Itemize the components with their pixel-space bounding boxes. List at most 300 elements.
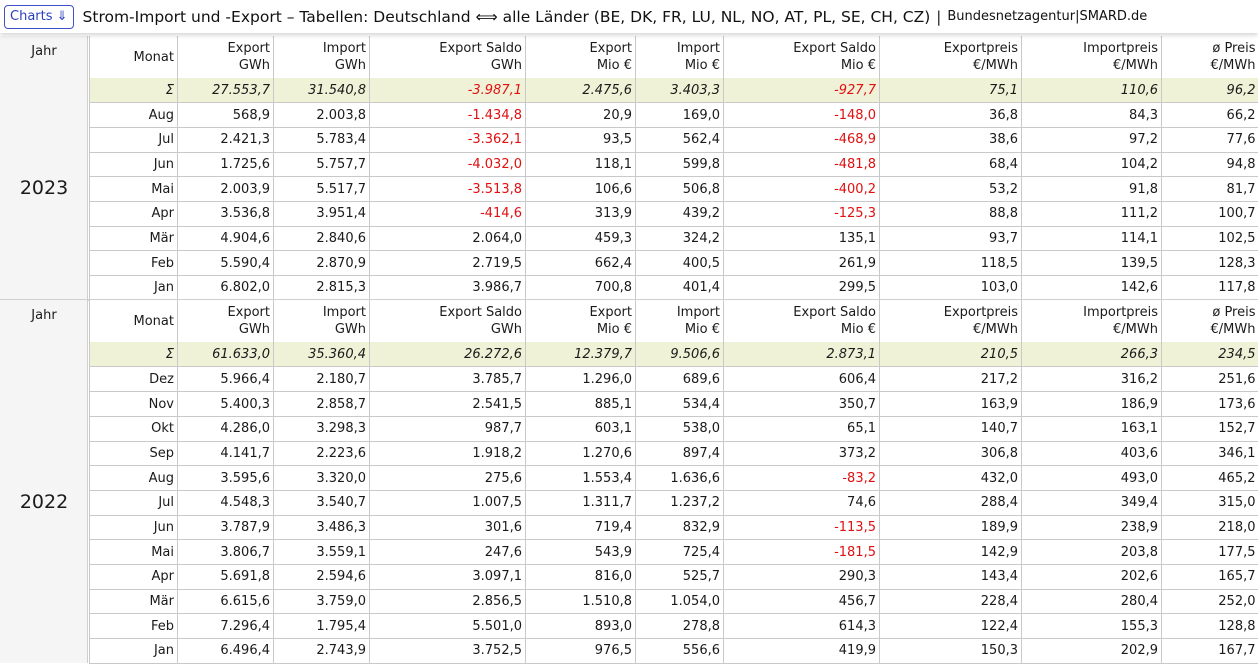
table-row <box>90 639 1258 664</box>
value-cell: 1.311,7 <box>526 490 636 515</box>
value-cell: 568,9 <box>178 103 274 128</box>
column-header <box>370 36 526 78</box>
value-cell: 1.296,0 <box>526 367 636 392</box>
value-cell: 324,2 <box>636 226 724 251</box>
value-cell: 2.743,9 <box>274 639 370 664</box>
value-cell: 976,5 <box>526 639 636 664</box>
value-cell: 700,8 <box>526 276 636 301</box>
value-cell: 313,9 <box>526 201 636 226</box>
value-cell: 350,7 <box>724 392 880 417</box>
column-header-unit: GWh <box>178 321 270 338</box>
value-cell: 275,6 <box>370 466 526 491</box>
value-cell: 432,0 <box>880 466 1022 491</box>
column-header <box>1162 300 1258 342</box>
column-header-unit: Mio € <box>636 57 720 74</box>
column-header-unit: €/MWh <box>1162 321 1256 338</box>
column-header <box>274 300 370 342</box>
value-cell: 2.870,9 <box>274 251 370 276</box>
value-cell: 1.007,5 <box>370 490 526 515</box>
value-cell: -181,5 <box>724 540 880 565</box>
column-header-unit: GWh <box>178 57 270 74</box>
month-cell: Apr <box>90 564 178 589</box>
year-block <box>0 36 1258 300</box>
value-cell: 897,4 <box>636 441 724 466</box>
table-row <box>90 201 1258 226</box>
value-cell: 173,6 <box>1162 392 1258 417</box>
value-cell: 3.536,8 <box>178 201 274 226</box>
value-cell: 142,9 <box>880 540 1022 565</box>
value-cell: 114,1 <box>1022 226 1162 251</box>
column-header <box>178 36 274 78</box>
table-row <box>90 490 1258 515</box>
value-cell: 77,6 <box>1162 127 1258 152</box>
value-cell: 2.719,5 <box>370 251 526 276</box>
value-cell: 36,8 <box>880 103 1022 128</box>
value-cell: 403,6 <box>1022 441 1162 466</box>
value-cell: -148,0 <box>724 103 880 128</box>
value-cell: 75,1 <box>880 78 1022 103</box>
column-header <box>1022 36 1162 78</box>
value-cell: 599,8 <box>636 152 724 177</box>
table-row <box>90 251 1258 276</box>
value-cell: 456,7 <box>724 589 880 614</box>
page-title: Strom-Import und -Export – Tabellen: Deutschland ⟺ alle Länder (BE, DK, FR, LU, NL, NO, AT, PL, SE, CH, CZ) <box>83 8 931 26</box>
column-header <box>880 36 1022 78</box>
value-cell: 2.180,7 <box>274 367 370 392</box>
source-link[interactable]: Bundesnetzagentur|SMARD.de <box>947 9 1147 24</box>
value-cell: 53,2 <box>880 177 1022 202</box>
value-cell: -3.513,8 <box>370 177 526 202</box>
table-row <box>90 276 1258 301</box>
table-row <box>90 564 1258 589</box>
value-cell: 493,0 <box>1022 466 1162 491</box>
value-cell: 4.904,6 <box>178 226 274 251</box>
value-cell: 816,0 <box>526 564 636 589</box>
value-cell: 1.054,0 <box>636 589 724 614</box>
value-cell: 525,7 <box>636 564 724 589</box>
value-cell: 662,4 <box>526 251 636 276</box>
value-cell: 128,8 <box>1162 614 1258 639</box>
column-header <box>880 300 1022 342</box>
month-cell: Nov <box>90 392 178 417</box>
value-cell: 3.097,1 <box>370 564 526 589</box>
value-cell: -481,8 <box>724 152 880 177</box>
month-cell: Jul <box>90 127 178 152</box>
value-cell: 3.486,3 <box>274 515 370 540</box>
data-table <box>89 36 1258 301</box>
value-cell: 81,7 <box>1162 177 1258 202</box>
value-cell: -1.434,8 <box>370 103 526 128</box>
value-cell: 218,0 <box>1162 515 1258 540</box>
value-cell: 66,2 <box>1162 103 1258 128</box>
value-cell: 104,2 <box>1022 152 1162 177</box>
column-header-label: Exportpreis <box>880 304 1018 321</box>
value-cell: 169,0 <box>636 103 724 128</box>
value-cell: 506,8 <box>636 177 724 202</box>
value-cell: 238,9 <box>1022 515 1162 540</box>
column-header-unit: €/MWh <box>1162 57 1256 74</box>
value-cell: -113,5 <box>724 515 880 540</box>
column-header <box>178 300 274 342</box>
value-cell: -927,7 <box>724 78 880 103</box>
value-cell: 2.815,3 <box>274 276 370 301</box>
value-cell: -468,9 <box>724 127 880 152</box>
value-cell: 543,9 <box>526 540 636 565</box>
table-row <box>90 367 1258 392</box>
value-cell: 885,1 <box>526 392 636 417</box>
value-cell: 228,4 <box>880 589 1022 614</box>
value-cell: 140,7 <box>880 416 1022 441</box>
value-cell: 4.286,0 <box>178 416 274 441</box>
value-cell: 163,1 <box>1022 416 1162 441</box>
column-header-unit: €/MWh <box>1022 321 1158 338</box>
value-cell: -400,2 <box>724 177 880 202</box>
value-cell: 3.298,3 <box>274 416 370 441</box>
value-cell: 278,8 <box>636 614 724 639</box>
monat-header: Monat <box>90 36 178 78</box>
value-cell: 1.725,6 <box>178 152 274 177</box>
value-cell: 118,5 <box>880 251 1022 276</box>
table-row <box>90 127 1258 152</box>
value-cell: 163,9 <box>880 392 1022 417</box>
value-cell: 5.517,7 <box>274 177 370 202</box>
column-header-label: Importpreis <box>1022 304 1158 321</box>
value-cell: 3.806,7 <box>178 540 274 565</box>
column-header <box>526 36 636 78</box>
column-header-label: Import <box>274 40 366 57</box>
value-cell: 459,3 <box>526 226 636 251</box>
value-cell: 150,3 <box>880 639 1022 664</box>
value-cell: 832,9 <box>636 515 724 540</box>
value-cell: 1.270,6 <box>526 441 636 466</box>
value-cell: 261,9 <box>724 251 880 276</box>
column-header-label: Export <box>178 304 270 321</box>
value-cell: 27.553,7 <box>178 78 274 103</box>
column-header-unit: GWh <box>274 321 366 338</box>
value-cell: 31.540,8 <box>274 78 370 103</box>
value-cell: 93,5 <box>526 127 636 152</box>
value-cell: 1.553,4 <box>526 466 636 491</box>
column-header <box>724 300 880 342</box>
value-cell: 102,5 <box>1162 226 1258 251</box>
value-cell: 38,6 <box>880 127 1022 152</box>
column-header-label: ø Preis <box>1162 304 1256 321</box>
column-header-label: Export Saldo <box>724 304 876 321</box>
value-cell: 152,7 <box>1162 416 1258 441</box>
value-cell: 5.691,8 <box>178 564 274 589</box>
value-cell: 3.320,0 <box>274 466 370 491</box>
column-header-label: Exportpreis <box>880 40 1018 57</box>
value-cell: 65,1 <box>724 416 880 441</box>
year-column <box>0 36 88 300</box>
value-cell: 400,5 <box>636 251 724 276</box>
value-cell: 614,3 <box>724 614 880 639</box>
column-header-unit: Mio € <box>526 321 632 338</box>
value-cell: 3.951,4 <box>274 201 370 226</box>
value-cell: 6.615,6 <box>178 589 274 614</box>
column-header <box>1022 300 1162 342</box>
table-row <box>90 392 1258 417</box>
value-cell: 3.787,9 <box>178 515 274 540</box>
value-cell: 177,5 <box>1162 540 1258 565</box>
year-label: 2023 <box>0 177 88 199</box>
value-cell: 1.918,2 <box>370 441 526 466</box>
value-cell: 12.379,7 <box>526 342 636 367</box>
value-cell: 2.856,5 <box>370 589 526 614</box>
value-cell: 534,4 <box>636 392 724 417</box>
value-cell: -83,2 <box>724 466 880 491</box>
jahr-header: Jahr <box>0 44 88 59</box>
data-table <box>89 300 1258 663</box>
value-cell: 217,2 <box>880 367 1022 392</box>
value-cell: 35.360,4 <box>274 342 370 367</box>
month-cell: Jun <box>90 152 178 177</box>
value-cell: 725,4 <box>636 540 724 565</box>
month-cell: Aug <box>90 466 178 491</box>
title-separator: | <box>936 8 941 26</box>
value-cell: 202,6 <box>1022 564 1162 589</box>
column-header <box>636 300 724 342</box>
value-cell: 893,0 <box>526 614 636 639</box>
value-cell: 1.795,4 <box>274 614 370 639</box>
value-cell: 2.594,6 <box>274 564 370 589</box>
value-cell: -4.032,0 <box>370 152 526 177</box>
value-cell: 210,5 <box>880 342 1022 367</box>
value-cell: 1.510,8 <box>526 589 636 614</box>
value-cell: 110,6 <box>1022 78 1162 103</box>
table-row <box>90 177 1258 202</box>
column-header-unit: GWh <box>274 57 366 74</box>
column-header-unit: GWh <box>370 321 522 338</box>
column-header-unit: Mio € <box>724 57 876 74</box>
table-row <box>90 152 1258 177</box>
column-header-unit: Mio € <box>636 321 720 338</box>
value-cell: 2.003,8 <box>274 103 370 128</box>
value-cell: 189,9 <box>880 515 1022 540</box>
table-row <box>90 515 1258 540</box>
column-header-label: Export Saldo <box>370 40 522 57</box>
value-cell: 165,7 <box>1162 564 1258 589</box>
monat-header: Monat <box>90 300 178 342</box>
value-cell: 3.540,7 <box>274 490 370 515</box>
value-cell: 266,3 <box>1022 342 1162 367</box>
value-cell: 74,6 <box>724 490 880 515</box>
month-cell: Aug <box>90 103 178 128</box>
value-cell: 93,7 <box>880 226 1022 251</box>
value-cell: 155,3 <box>1022 614 1162 639</box>
value-cell: 401,4 <box>636 276 724 301</box>
value-cell: 419,9 <box>724 639 880 664</box>
value-cell: 5.590,4 <box>178 251 274 276</box>
value-cell: 1.636,6 <box>636 466 724 491</box>
column-header-unit: €/MWh <box>1022 57 1158 74</box>
month-cell: Feb <box>90 614 178 639</box>
value-cell: 139,5 <box>1022 251 1162 276</box>
value-cell: 118,1 <box>526 152 636 177</box>
value-cell: 128,3 <box>1162 251 1258 276</box>
value-cell: 439,2 <box>636 201 724 226</box>
column-header-label: Export <box>178 40 270 57</box>
sum-row <box>90 78 1258 103</box>
column-header-unit: €/MWh <box>880 321 1018 338</box>
column-header-unit: €/MWh <box>880 57 1018 74</box>
column-header-unit: Mio € <box>526 57 632 74</box>
value-cell: 4.141,7 <box>178 441 274 466</box>
column-header <box>370 300 526 342</box>
value-cell: 247,6 <box>370 540 526 565</box>
column-header-label: Import <box>636 304 720 321</box>
value-cell: 111,2 <box>1022 201 1162 226</box>
month-cell: Mär <box>90 226 178 251</box>
value-cell: 315,0 <box>1162 490 1258 515</box>
value-cell: 2.223,6 <box>274 441 370 466</box>
value-cell: 91,8 <box>1022 177 1162 202</box>
month-cell: Sep <box>90 441 178 466</box>
table-row <box>90 614 1258 639</box>
value-cell: 5.501,0 <box>370 614 526 639</box>
sum-symbol: Σ <box>90 342 178 367</box>
value-cell: 3.752,5 <box>370 639 526 664</box>
value-cell: 100,7 <box>1162 201 1258 226</box>
jahr-header: Jahr <box>0 308 88 323</box>
month-cell: Apr <box>90 201 178 226</box>
value-cell: -125,3 <box>724 201 880 226</box>
month-cell: Mär <box>90 589 178 614</box>
value-cell: 103,0 <box>880 276 1022 301</box>
table-row <box>90 466 1258 491</box>
value-cell: 7.296,4 <box>178 614 274 639</box>
column-header <box>636 36 724 78</box>
value-cell: 88,8 <box>880 201 1022 226</box>
column-header <box>274 36 370 78</box>
table-row <box>90 226 1258 251</box>
value-cell: 203,8 <box>1022 540 1162 565</box>
value-cell: 135,1 <box>724 226 880 251</box>
value-cell: 84,3 <box>1022 103 1162 128</box>
year-column <box>0 300 88 663</box>
value-cell: 3.986,7 <box>370 276 526 301</box>
value-cell: 3.403,3 <box>636 78 724 103</box>
month-cell: Jul <box>90 490 178 515</box>
value-cell: 2.421,3 <box>178 127 274 152</box>
value-cell: 719,4 <box>526 515 636 540</box>
top-bar <box>0 0 1258 33</box>
value-cell: 306,8 <box>880 441 1022 466</box>
value-cell: 97,2 <box>1022 127 1162 152</box>
value-cell: 68,4 <box>880 152 1022 177</box>
value-cell: 106,6 <box>526 177 636 202</box>
value-cell: 3.559,1 <box>274 540 370 565</box>
value-cell: 9.506,6 <box>636 342 724 367</box>
column-header <box>724 36 880 78</box>
value-cell: 94,8 <box>1162 152 1258 177</box>
column-header-label: Export <box>526 40 632 57</box>
charts-button[interactable]: Charts ⇓ <box>4 5 74 29</box>
value-cell: 290,3 <box>724 564 880 589</box>
value-cell: 3.785,7 <box>370 367 526 392</box>
value-cell: 606,4 <box>724 367 880 392</box>
value-cell: 5.783,4 <box>274 127 370 152</box>
value-cell: 20,9 <box>526 103 636 128</box>
value-cell: 143,4 <box>880 564 1022 589</box>
month-cell: Jun <box>90 515 178 540</box>
sum-symbol: Σ <box>90 78 178 103</box>
value-cell: 349,4 <box>1022 490 1162 515</box>
column-header <box>1162 36 1258 78</box>
value-cell: 3.759,0 <box>274 589 370 614</box>
table-row <box>90 103 1258 128</box>
value-cell: -414,6 <box>370 201 526 226</box>
value-cell: 2.003,9 <box>178 177 274 202</box>
value-cell: 373,2 <box>724 441 880 466</box>
value-cell: 5.966,4 <box>178 367 274 392</box>
column-header-label: Import <box>636 40 720 57</box>
column-header-label: Import <box>274 304 366 321</box>
column-header-label: Export Saldo <box>370 304 522 321</box>
month-cell: Mai <box>90 540 178 565</box>
value-cell: 3.595,6 <box>178 466 274 491</box>
value-cell: 117,8 <box>1162 276 1258 301</box>
value-cell: 301,6 <box>370 515 526 540</box>
value-cell: 167,7 <box>1162 639 1258 664</box>
column-header-label: Export <box>526 304 632 321</box>
value-cell: 202,9 <box>1022 639 1162 664</box>
year-label: 2022 <box>0 491 88 513</box>
table-row <box>90 416 1258 441</box>
value-cell: 5.400,3 <box>178 392 274 417</box>
value-cell: 4.548,3 <box>178 490 274 515</box>
value-cell: 26.272,6 <box>370 342 526 367</box>
column-header-label: Importpreis <box>1022 40 1158 57</box>
table-row <box>90 589 1258 614</box>
month-cell: Dez <box>90 367 178 392</box>
value-cell: 562,4 <box>636 127 724 152</box>
value-cell: 288,4 <box>880 490 1022 515</box>
value-cell: 603,1 <box>526 416 636 441</box>
value-cell: 299,5 <box>724 276 880 301</box>
value-cell: 1.237,2 <box>636 490 724 515</box>
sum-row <box>90 342 1258 367</box>
month-cell: Feb <box>90 251 178 276</box>
value-cell: 689,6 <box>636 367 724 392</box>
month-cell: Okt <box>90 416 178 441</box>
value-cell: 2.475,6 <box>526 78 636 103</box>
value-cell: 96,2 <box>1162 78 1258 103</box>
column-header <box>526 300 636 342</box>
value-cell: 2.541,5 <box>370 392 526 417</box>
value-cell: -3.987,1 <box>370 78 526 103</box>
value-cell: 2.840,6 <box>274 226 370 251</box>
value-cell: 6.802,0 <box>178 276 274 301</box>
column-header-label: ø Preis <box>1162 40 1256 57</box>
column-header-label: Export Saldo <box>724 40 876 57</box>
column-header-unit: GWh <box>370 57 522 74</box>
value-cell: 61.633,0 <box>178 342 274 367</box>
value-cell: 2.858,7 <box>274 392 370 417</box>
value-cell: 538,0 <box>636 416 724 441</box>
value-cell: 252,0 <box>1162 589 1258 614</box>
year-block <box>0 300 1258 663</box>
value-cell: 234,5 <box>1162 342 1258 367</box>
value-cell: 2.064,0 <box>370 226 526 251</box>
month-cell: Mai <box>90 177 178 202</box>
value-cell: 186,9 <box>1022 392 1162 417</box>
value-cell: 251,6 <box>1162 367 1258 392</box>
value-cell: 5.757,7 <box>274 152 370 177</box>
table-row <box>90 540 1258 565</box>
value-cell: 465,2 <box>1162 466 1258 491</box>
value-cell: 316,2 <box>1022 367 1162 392</box>
